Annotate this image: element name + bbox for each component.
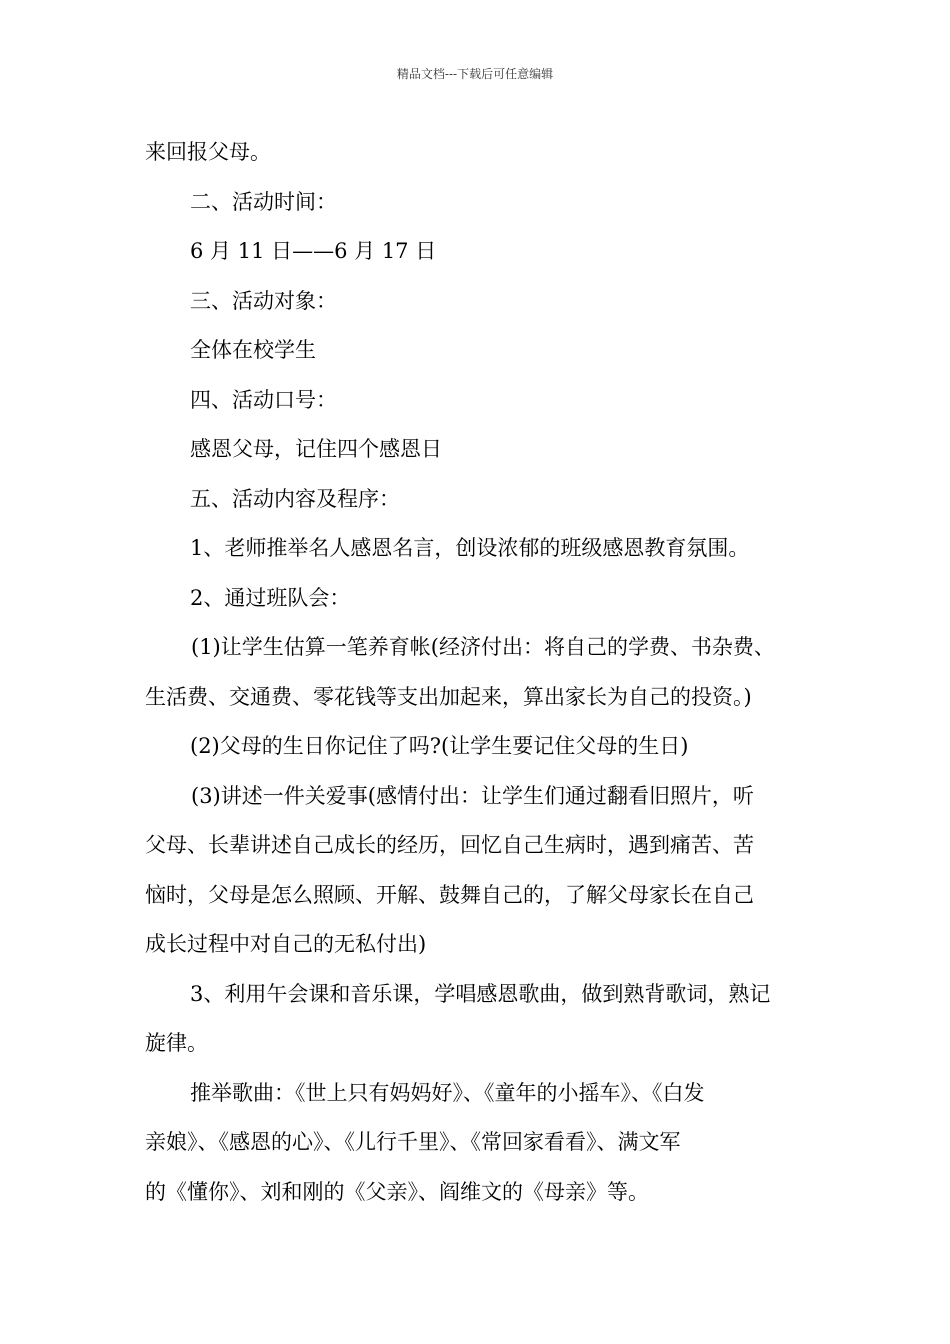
content-item-1: 1、老师推举名人感恩名言，创设浓郁的班级感恩教育氛围。 (190, 536, 750, 560)
recommended-songs-line-3: 的《懂你》、刘和刚的《父亲》、阎维文的《母亲》等。 (145, 1179, 649, 1204)
recommended-songs-line-2: 亲娘》、《感恩的心》、《儿行千里》、《常回家看看》、满文军 (145, 1130, 681, 1154)
recommended-songs-line-1: 推举歌曲：《世上只有妈妈好》、《童年的小摇车》、《白发 (190, 1080, 705, 1105)
activity-slogan-value: 感恩父母，记住四个感恩日 (190, 437, 442, 461)
sub-item-3-line-1: (3)讲述一件关爱事(感情付出：让学生们通过翻看旧照片，听 (191, 783, 754, 808)
heading-activity-target: 三、活动对象： (190, 288, 337, 313)
content-item-2: 2、通过班队会： (190, 585, 351, 610)
heading-activity-slogan: 四、活动口号： (190, 387, 337, 412)
paragraph-intro-tail: 来回报父母。 (145, 140, 271, 164)
content-item-3-line-1: 3、利用午会课和音乐课，学唱感恩歌曲，做到熟背歌词，熟记 (190, 981, 771, 1006)
sub-item-3-line-3: 恼时，父母是怎么照顾、开解、鼓舞自己的，了解父母家长在自己 (145, 882, 754, 907)
content-item-3-line-2: 旋律。 (145, 1031, 208, 1055)
sub-item-3-line-4: 成长过程中对自己的无私付出) (145, 932, 427, 956)
document-body (145, 128, 807, 1217)
sub-item-1-line-1: (1)让学生估算一笔养育帐(经济付出：将自己的学费、书杂费、 (191, 635, 775, 659)
heading-activity-time: 二、活动时间： (190, 189, 337, 214)
activity-target-value: 全体在校学生 (190, 338, 316, 362)
sub-item-3-line-2: 父母、长辈讲述自己成长的经历，回忆自己生病时，遇到痛苦、苦 (145, 833, 754, 857)
page-header: 精品文档---下载后可任意编辑 (396, 67, 554, 81)
sub-item-1-line-2: 生活费、交通费、零花钱等支出加起来，算出家长为自己的投资。) (145, 684, 752, 709)
activity-time-value: 6 月 11 日——6 月 17 日 (190, 239, 437, 263)
heading-activity-content: 五、活动内容及程序： (190, 486, 400, 511)
sub-item-2: (2)父母的生日你记住了吗?(让学生要记住父母的生日) (190, 734, 689, 758)
